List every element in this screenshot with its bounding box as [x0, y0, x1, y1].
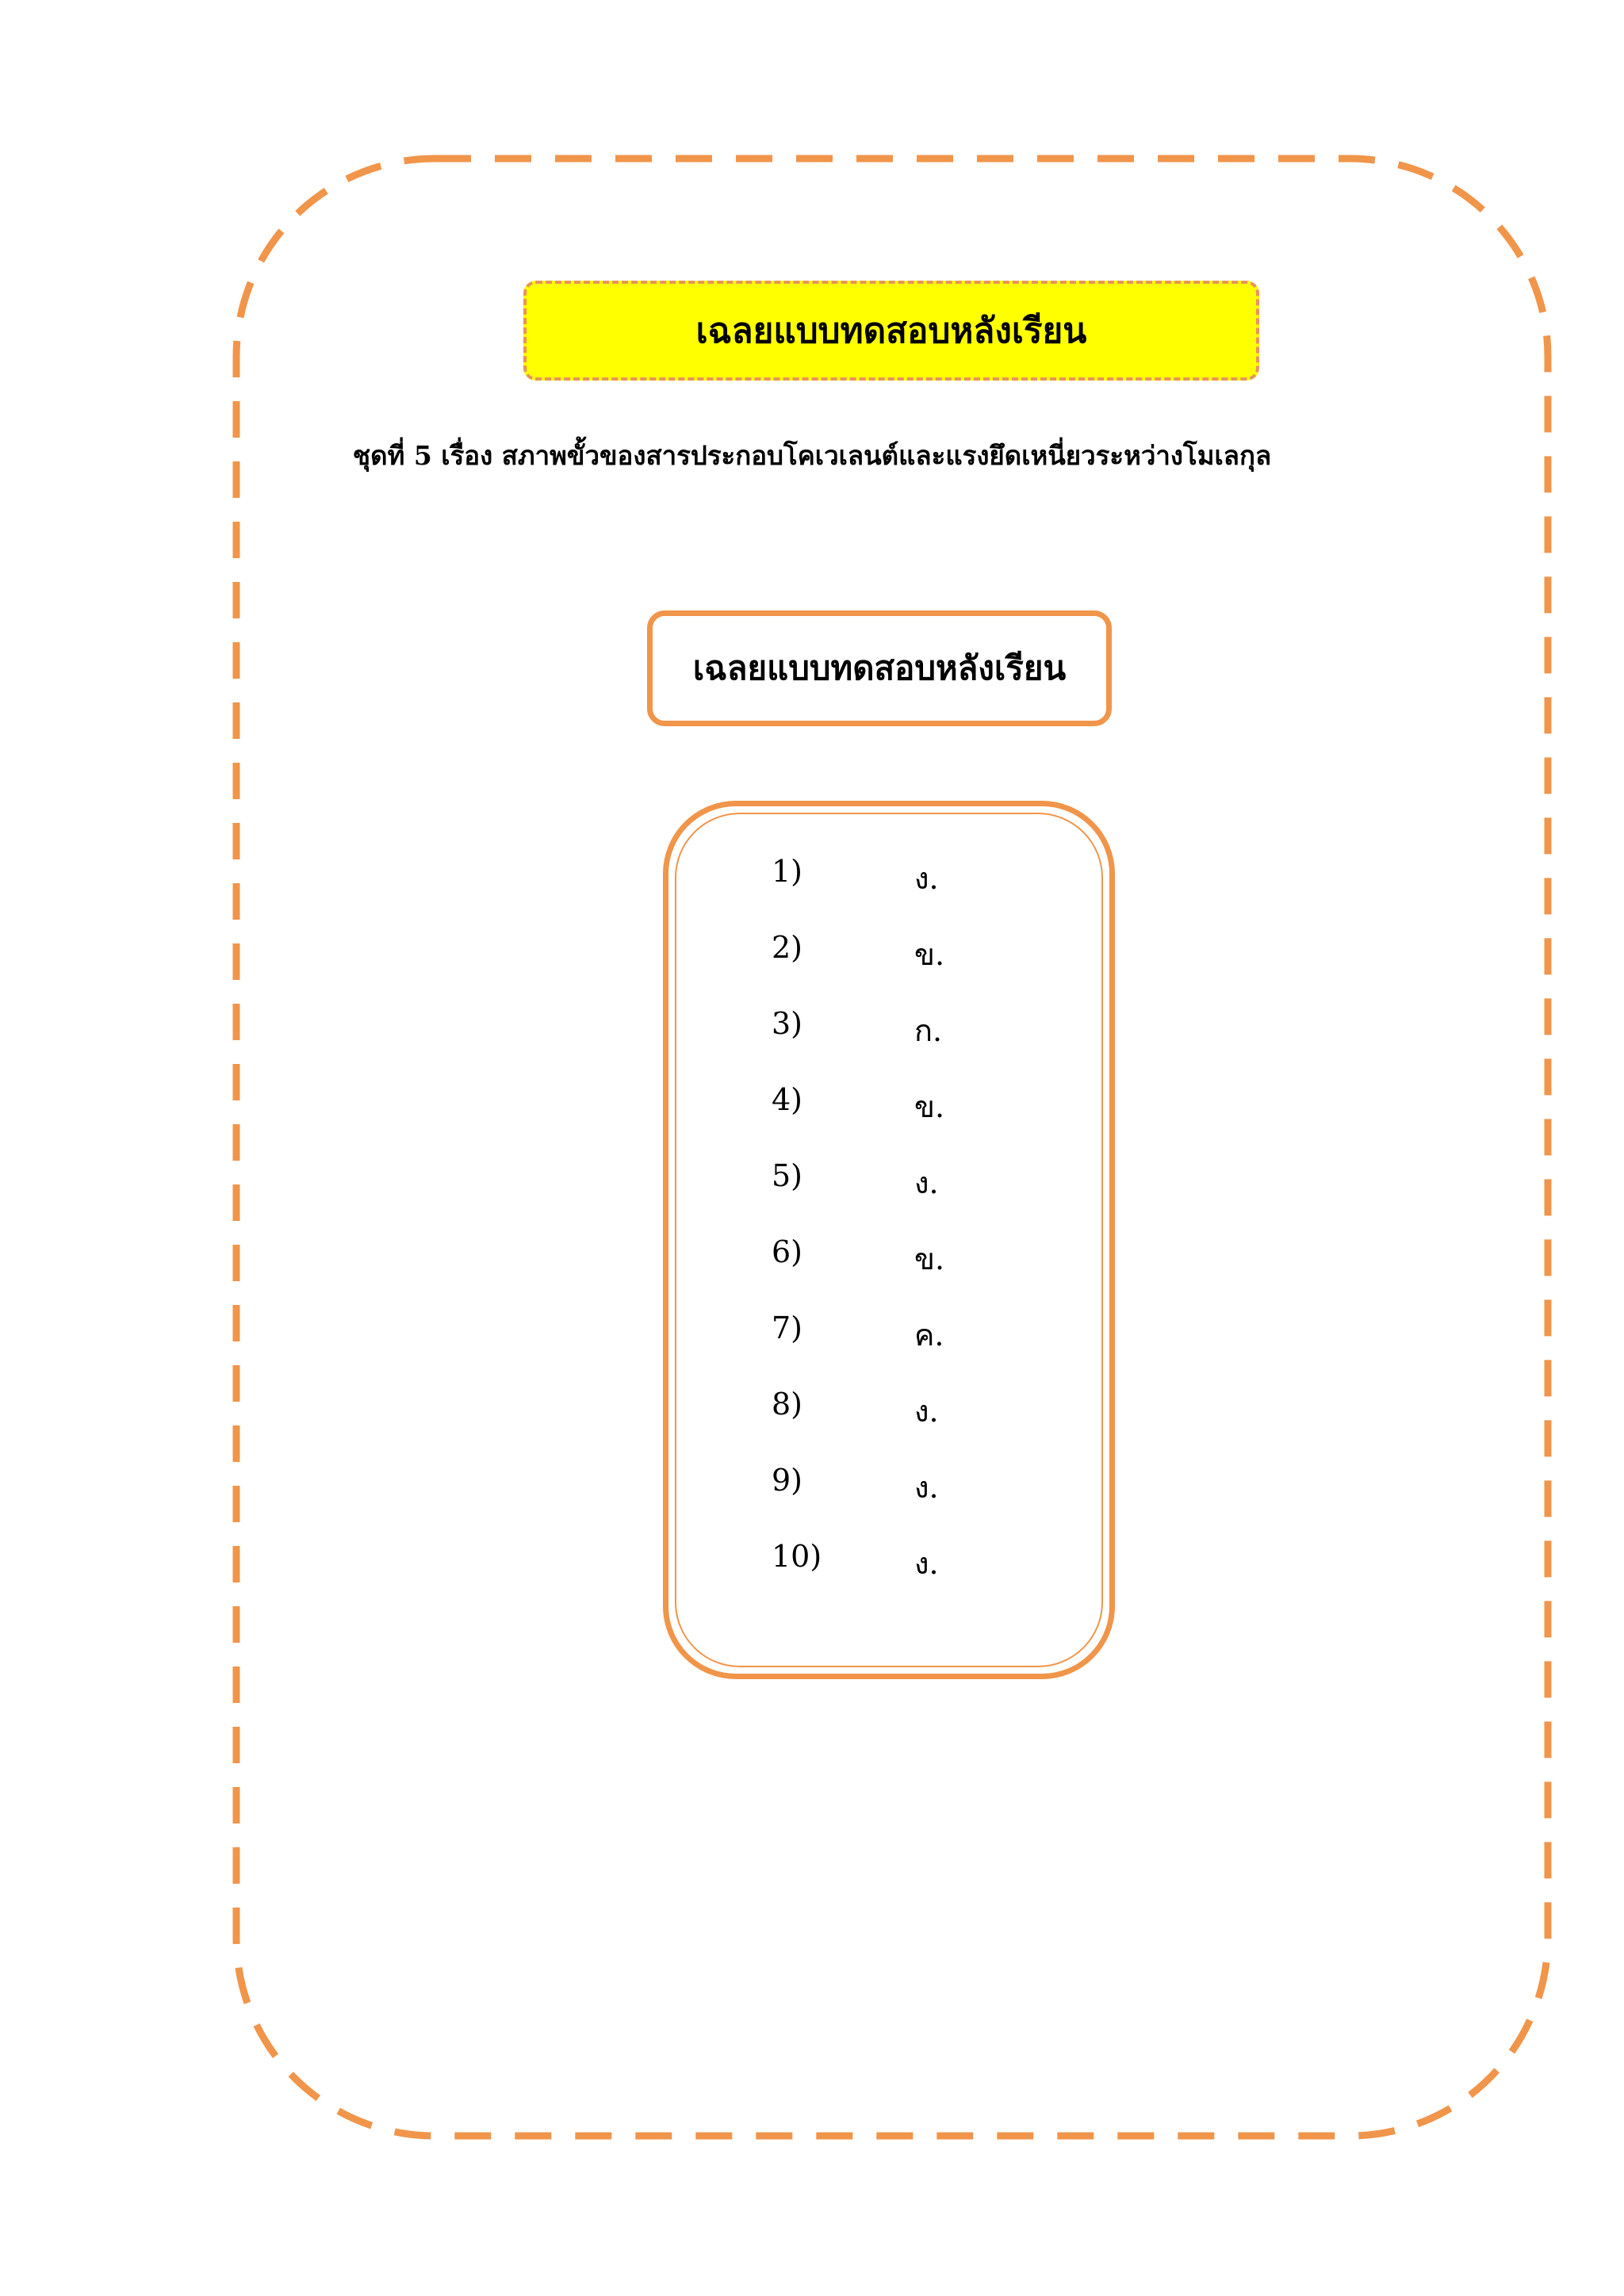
answer-choice: ง.: [914, 1394, 939, 1429]
answer-key-box: [663, 801, 1115, 1679]
answer-choice: ข.: [914, 937, 945, 972]
answer-row: [772, 1234, 944, 1311]
page-title: เฉลยแบบทดสอบหลังเรียน: [695, 311, 1087, 351]
answer-row: [772, 1082, 944, 1158]
answer-row: [772, 930, 944, 1006]
answer-choice: ง.: [914, 1470, 939, 1505]
answer-choice: ข.: [914, 1089, 945, 1124]
question-number: 9): [772, 1463, 803, 1498]
question-number: 10): [772, 1539, 822, 1574]
question-number: 1): [772, 854, 803, 889]
answer-choice: ง.: [914, 1165, 939, 1200]
answer-key-heading: เฉลยแบบทดสอบหลังเรียน: [692, 649, 1067, 687]
question-number: 2): [772, 930, 803, 965]
answer-row: [772, 1006, 944, 1082]
question-number: 8): [772, 1387, 803, 1422]
answer-row: [772, 1463, 944, 1539]
question-number: 7): [772, 1311, 803, 1345]
question-number: 3): [772, 1006, 803, 1041]
question-number: 4): [772, 1082, 803, 1117]
answer-list: [772, 854, 944, 1615]
title-banner: [523, 281, 1259, 381]
answer-row: [772, 1311, 944, 1387]
lesson-subtitle: ชุดที่ 5 เรื่อง สภาพขั้วของสารประกอบโคเวเลนต์และแรงยึดเหนี่ยวระหว่างโมเลกุล: [352, 440, 1272, 471]
answer-choice: ง.: [914, 1546, 939, 1581]
answer-choice: ค.: [914, 1318, 944, 1353]
question-number: 6): [772, 1234, 803, 1269]
answer-row: [772, 1158, 944, 1234]
answer-row: [772, 1387, 944, 1463]
answer-row: [772, 1539, 944, 1615]
answer-choice: ก.: [914, 1013, 943, 1048]
answer-row: [772, 854, 944, 930]
answer-key-heading-box: [647, 610, 1112, 726]
answer-choice: ง.: [914, 861, 939, 896]
answer-choice: ข.: [914, 1242, 945, 1276]
question-number: 5): [772, 1158, 803, 1193]
